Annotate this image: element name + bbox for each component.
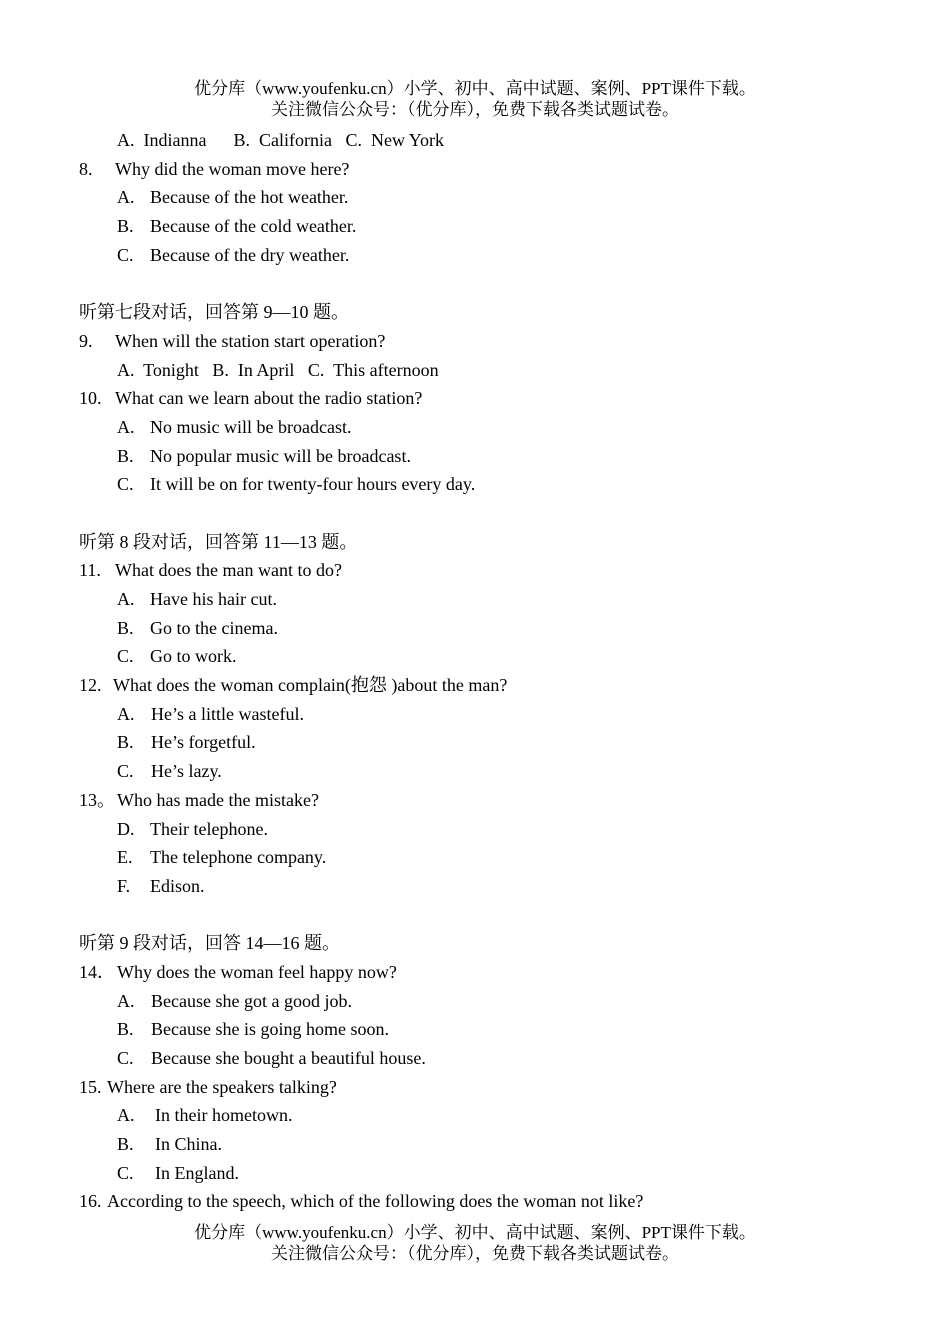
- question-number: 13。: [79, 789, 115, 810]
- option: [0, 442, 950, 471]
- option-text: Because she got a good job.: [151, 990, 352, 1011]
- question-15: [0, 1073, 950, 1102]
- option-text: It will be on for twenty-four hours every day.: [150, 474, 476, 495]
- option-label: B.: [117, 617, 134, 638]
- option: [0, 1044, 950, 1073]
- option-text: In England.: [155, 1162, 239, 1183]
- option: [0, 1159, 950, 1188]
- option-label: B.: [117, 216, 134, 237]
- question-9: [0, 327, 950, 356]
- option-label: A.: [117, 187, 135, 208]
- option-text: In their hometown.: [155, 1105, 293, 1126]
- option-text: In China.: [155, 1134, 222, 1155]
- option-text: Edison.: [150, 875, 205, 896]
- option: [0, 585, 950, 614]
- option: [0, 642, 950, 671]
- option: [0, 413, 950, 442]
- option-label: E.: [117, 847, 133, 868]
- question-number: 15.: [79, 1076, 102, 1097]
- option-label: B.: [117, 732, 134, 753]
- footer-line-1: 优分库（www.youfenku.cn）小学、初中、高中试题、案例、PPT课件下载。: [194, 1223, 756, 1242]
- question-text: Why did the woman move here?: [115, 158, 350, 179]
- question-text: What does the man want to do?: [115, 560, 342, 581]
- option: [0, 614, 950, 643]
- option-text: Because she is going home soon.: [151, 1019, 389, 1040]
- question-text: Why does the woman feel happy now?: [117, 961, 397, 982]
- option-label: A.: [117, 990, 135, 1011]
- option: [0, 700, 950, 729]
- question-text: According to the speech, which of the following does the woman not like?: [107, 1191, 644, 1212]
- option-text: Go to work.: [150, 646, 237, 667]
- option-label: C.: [117, 1048, 134, 1068]
- section-heading-8: 听第 8 段对话，回答第 11—13 题。: [79, 531, 358, 552]
- option-label: B.: [117, 445, 134, 466]
- exam-content: [0, 126, 950, 1216]
- question-text: What can we learn about the radio station?: [115, 388, 423, 409]
- footer-line-2: 关注微信公众号：（优分库），免费下载各类试题试卷。: [271, 1244, 679, 1263]
- header-line-2: 关注微信公众号：（优分库），免费下载各类试题试卷。: [271, 100, 679, 119]
- header-line-1: 优分库（www.youfenku.cn）小学、初中、高中试题、案例、PPT课件下载。: [194, 79, 756, 98]
- option: [0, 1015, 950, 1044]
- option-text: No music will be broadcast.: [150, 416, 352, 437]
- option-label: A.: [117, 703, 135, 724]
- option-text: Their telephone.: [150, 818, 268, 839]
- option: [0, 728, 950, 757]
- option-label: C.: [117, 761, 134, 782]
- option: [0, 757, 950, 786]
- option-text: The telephone company.: [150, 847, 327, 868]
- option: [0, 241, 950, 270]
- option-text: He’s lazy.: [151, 761, 222, 782]
- option: [0, 815, 950, 844]
- option: [0, 212, 950, 241]
- question-13: [0, 786, 950, 815]
- question-number: 11.: [79, 560, 101, 581]
- option-label: B.: [117, 1134, 134, 1155]
- question-number: 8.: [79, 158, 93, 179]
- question-11: [0, 556, 950, 585]
- option-text: Have his hair cut.: [150, 589, 277, 609]
- question-16: [0, 1187, 950, 1216]
- option: [0, 872, 950, 901]
- option-label: A.: [117, 1105, 135, 1126]
- q9-options: A. Tonight B. In April C. This afternoon: [117, 359, 439, 380]
- option-text: Because of the hot weather.: [150, 187, 349, 208]
- option-label: C.: [117, 474, 134, 495]
- question-number: 16.: [79, 1191, 102, 1212]
- question-14: [0, 958, 950, 987]
- question-number: 10.: [79, 388, 102, 409]
- option: [0, 987, 950, 1016]
- question-text: What does the woman complain(抱怨 )about the man?: [113, 675, 508, 696]
- question-number: 14．: [79, 961, 115, 982]
- q7-options: A. Indianna B. California C. New York: [117, 130, 444, 150]
- option-label: C.: [117, 646, 134, 667]
- question-number: 9.: [79, 330, 93, 351]
- option-label: F.: [117, 875, 131, 896]
- question-10: [0, 384, 950, 413]
- option-label: A.: [117, 589, 135, 609]
- question-8: [0, 155, 950, 184]
- page-footer: [0, 1222, 950, 1264]
- option-label: B.: [117, 1019, 134, 1040]
- page-header: [0, 78, 950, 120]
- option: [0, 1130, 950, 1159]
- option-text: Go to the cinema.: [150, 617, 278, 638]
- option: [0, 470, 950, 499]
- option-label: D.: [117, 818, 135, 839]
- question-text: Who has made the mistake?: [117, 789, 319, 810]
- option-label: C.: [117, 244, 134, 265]
- option: [0, 843, 950, 872]
- option: [0, 183, 950, 212]
- option-label: C.: [117, 1162, 134, 1183]
- question-text: When will the station start operation?: [115, 330, 386, 351]
- section-heading-7: 听第七段对话，回答第 9—10 题。: [79, 302, 349, 323]
- question-number: 12.: [79, 675, 102, 696]
- section-heading-9: 听第 9 段对话，回答 14—16 题。: [79, 933, 340, 954]
- option-text: He’s a little wasteful.: [151, 703, 304, 724]
- option-text: He’s forgetful.: [151, 732, 256, 753]
- question-12: [0, 671, 950, 700]
- option-label: A.: [117, 416, 135, 437]
- option-text: Because of the cold weather.: [150, 216, 357, 237]
- option: [0, 1101, 950, 1130]
- option-text: No popular music will be broadcast.: [150, 445, 411, 466]
- option-text: Because of the dry weather.: [150, 244, 350, 265]
- option-text: Because she bought a beautiful house.: [151, 1048, 426, 1068]
- question-text: Where are the speakers talking?: [107, 1076, 337, 1097]
